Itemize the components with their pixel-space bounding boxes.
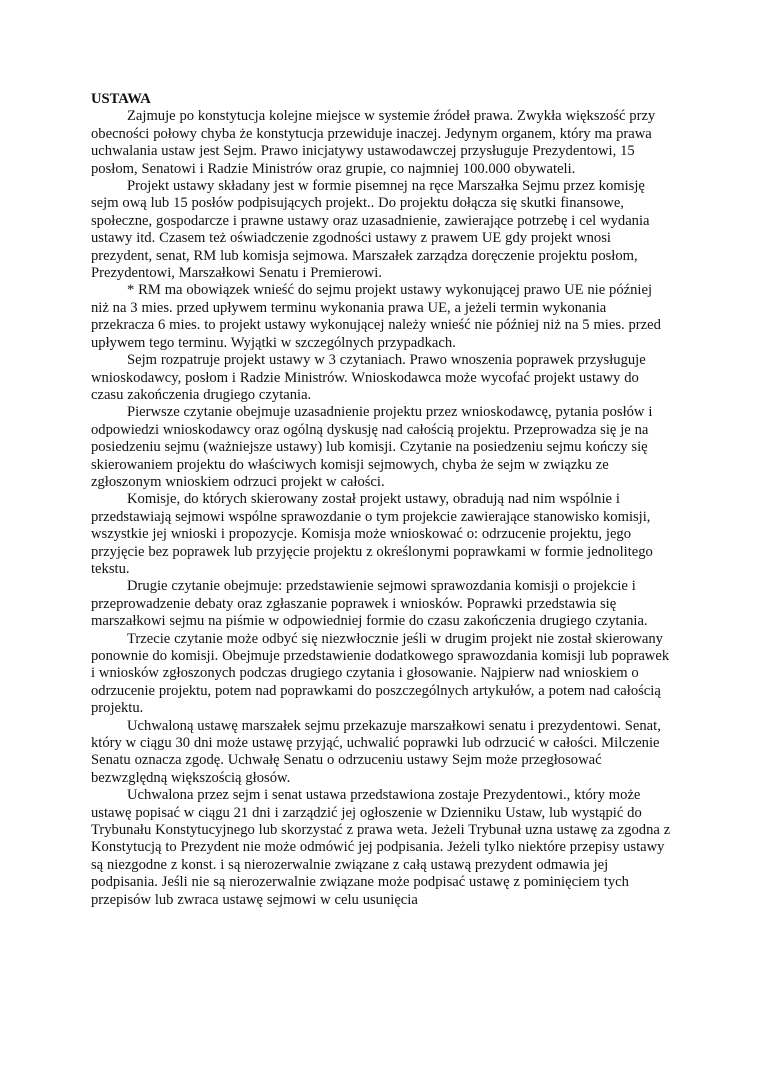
paragraph-first-reading: Pierwsze czytanie obejmuje uzasadnienie projektu przez wnioskodawcę, pytania posłów i odpowiedzi wnioskodawcy oraz ogólną dyskusję nad całością projektu. Przeprowadza się je na posiedzeniu sejmu (ważniejsze ustawy) lub komisji. Czytanie na posiedzeniu sejmu kończy się skierowaniem projektu do właściwych komisji sejmowych, chyba że sejm w związku ze zgłoszonym wnioskiem odrzuci projekt w całości. [91,404,653,490]
paragraph-third-reading: Trzecie czytanie może odbyć się niezwłocznie jeśli w drugim projekt nie został skierowany ponownie do komisji. Obejmuje przedstawienie dodatkowego sprawozdania komisji lub poprawek i wniosków zgłoszonych podczas drugiego czytania i głosowanie. Najpierw nad wnioskiem o odrzucenie projektu, potem nad poprawkami do poszczególnych artykułów, a potem nad całością projektu. [91,630,670,717]
paragraph-second-reading: Drugie czytanie obejmuje: przedstawienie sejmowi sprawozdania komisji o projekcie i przeprowadzenie debaty oraz zgłaszanie poprawek i wniosków. Poprawki przedstawia się marszałkowi sejmu na piśmie w odpowiedniej formie do czasu zakończenia drugiego czytania. [91,578,648,630]
paragraph-president: Uchwalona przez sejm i senat ustawa przedstawiona zostaje Prezydentowi., który może ustawę popisać w ciągu 21 dni i zarządzić jej ogłoszenie w Dzienniku Ustaw, lub wystąpić do Trybunału Konstytucyjnego lub skorzystać z prawa weta. Jeżeli Trybunał uzna ustawę za zgodna z Konstytucją to Prezydent nie może odmówić jej podpisania. Jeżeli tylko niektóre przepisy ustawy są niezgodne z konst. i są nierozerwalnie związane z całą ustawą prezydent odmawia jej podpisania. Jeśli nie są nierozerwalnie związane może podpisać ustawę z pominięciem tych przepisów lub zwraca ustawę sejmowi w celu usunięcia [91,787,671,908]
paragraph-bill-submission: Projekt ustawy składany jest w formie pisemnej na ręce Marszałka Sejmu przez komisję sejm ową lub 15 posłów podpisujących projekt.. Do projektu dołącza się skutki finansowe, społeczne, gospodarcze i prawne ustawy oraz uzasadnienie, zawierające potrzebę i cel wydania ustawy itd. Czasem też oświadczenie zgodności ustawy z prawem UE gdy projekt wnosi prezydent, senat, RM lub komisja sejmowa. Marszałek zarządza doręczenie projektu posłom, Prezydentowi, Marszałkowi Senatu i Premierowi. [91,178,650,282]
paragraph-three-readings: Sejm rozpatruje projekt ustawy w 3 czytaniach. Prawo wnoszenia poprawek przysługuje wnioskodawcy, posłom i Radzie Ministrów. Wnioskodawca może wycofać projekt ustawy do czasu zakończenia drugiego czytania. [91,352,646,403]
paragraph-sources-of-law: Zajmuje po konstytucja kolejne miejsce w systemie źródeł prawa. Zwykła większość przy obecności połowy chyba że konstytucja przewiduje inaczej. Jedynym organem, który ma prawa uchwalania ustaw jest Sejm. Prawo inicjatywy ustawodawczej przysługuje Prezydentowi, 15 posłom, Senatowi i Radzie Ministrów oraz grupie, co najmniej 100.000 obywateli. [91,108,656,177]
paragraph-committees: Komisje, do których skierowany został projekt ustawy, obradują nad nim wspólnie i przedstawiają sejmowi wspólne sprawozdanie o tym projekcie zawierające stanowisko komisji, wszystkie jej wnioski i propozycje. Komisja może wnioskować o: odrzucenie projektu, jego przyjęcie bez poprawek lub przyjęcie projektu z określonymi poprawkami w formie jednolitego tekstu. [91,491,653,577]
paragraph-senate: Uchwaloną ustawę marszałek sejmu przekazuje marszałkowi senatu i prezydentowi. Senat, który w ciągu 30 dni może ustawę przyjąć, uchwalić poprawki lub odrzucić w całości. Milczenie Senatu oznacza zgodę. Uchwałę Senatu o odrzuceniu ustawy Sejm może przegłosować bezwzględną większością głosów. [91,717,661,786]
paragraph-eu-implementation: * RM ma obowiązek wnieść do sejmu projekt ustawy wykonującej prawo UE nie później niż na 3 mies. przed upływem terminu wykonania prawa UE, a jeżeli termin wykonania przekracza 6 mies. to projekt ustawy wykonującej należy wnieść nie później niż na 5 mies. przed upływem tego terminu. Wyjątki w szczególnych przypadkach. [91,282,661,351]
document-body [91,91,671,909]
document-title: USTAWA [91,91,151,107]
